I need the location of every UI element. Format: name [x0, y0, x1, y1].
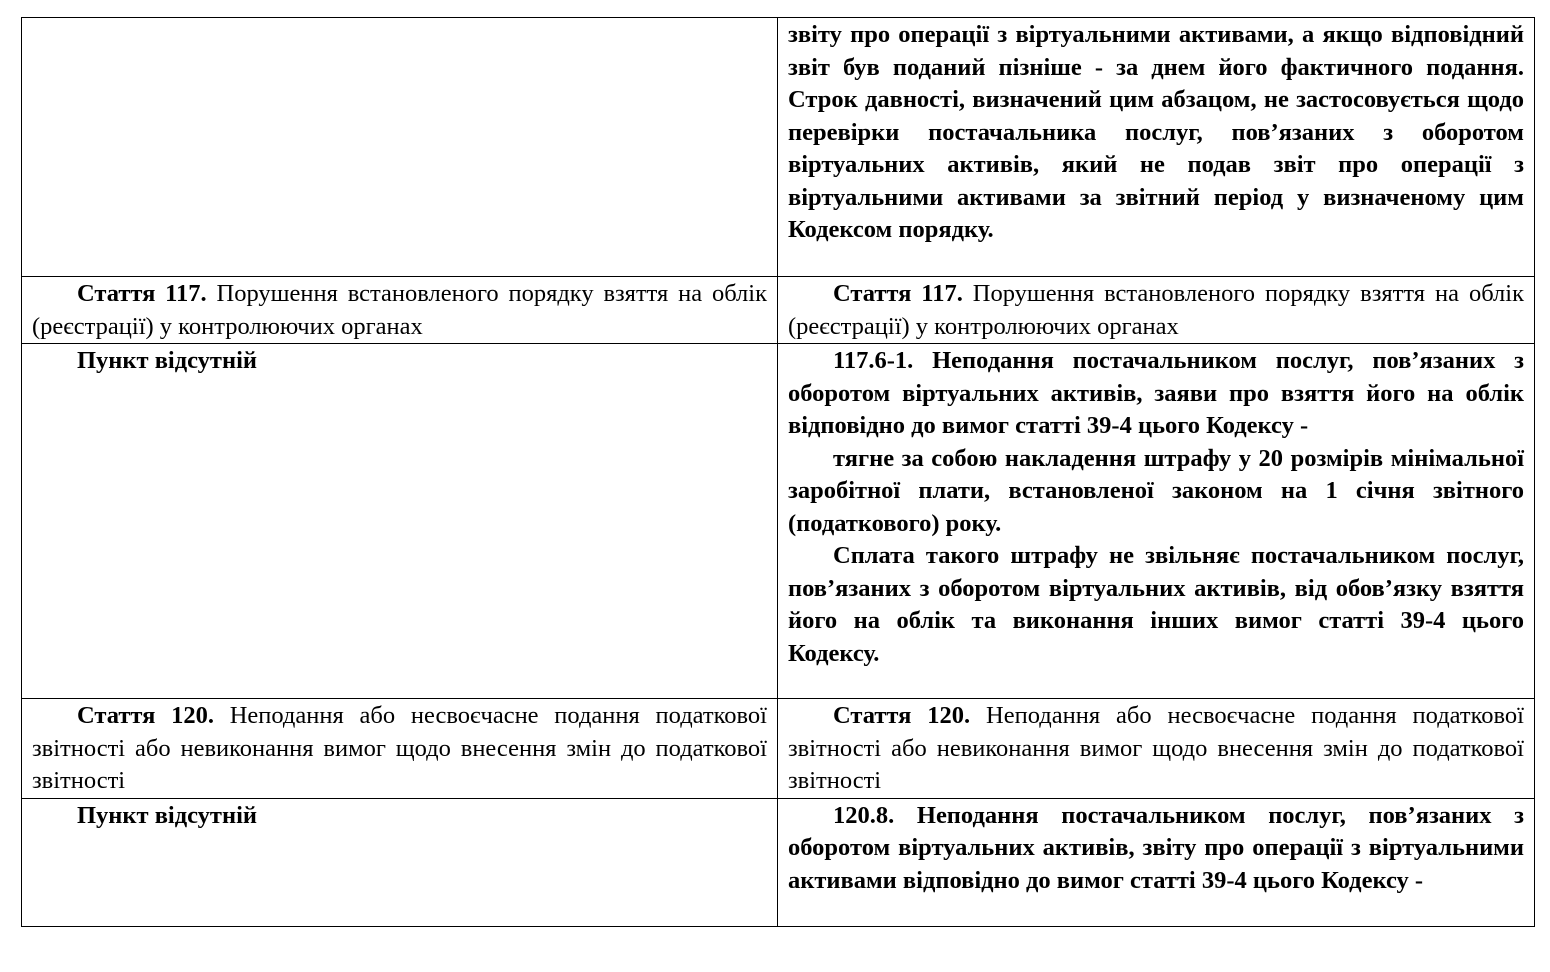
table-row	[22, 18, 1535, 277]
left-cell	[22, 344, 778, 699]
right-cell	[778, 699, 1535, 799]
article-heading	[788, 700, 1524, 798]
continuation-paragraph: звіту про операції з віртуальними активами, а якщо відповідний звіт був поданий пізніше - за днем його фактичного подання. Строк давності, визначений цим абзацом, не застосовується щодо перевірки постачальника послуг, пов’язаних з оборотом віртуальних активів, який не подав звіт про операції з віртуальними активами за звітний період у визначеному цим Кодексом порядку.	[788, 21, 1524, 243]
item-paragraph: тягне за собою накладення штрафу у 20 розмірів мінімальної заробітної плати, встановленої законом на 1 січня звітного (податкового) року.	[788, 444, 1524, 537]
article-title: Порушення встановленого порядку взяття на облік (реєстрації) у контролюючих органах	[32, 280, 767, 340]
article-number: Стаття 120.	[833, 702, 971, 729]
article-number: Стаття 117.	[833, 280, 963, 307]
table-row	[22, 798, 1535, 926]
article-number: Стаття 117.	[77, 280, 207, 307]
right-cell	[778, 344, 1535, 699]
right-cell	[778, 277, 1535, 344]
article-heading	[32, 278, 767, 343]
comparison-table	[21, 17, 1535, 927]
right-cell	[778, 798, 1535, 926]
item-paragraph: 117.6-1. Неподання постачальником послуг, пов’язаних з оборотом віртуальних активів, заяви про взяття його на облік відповідно до вимог статті 39-4 цього Кодексу -	[788, 347, 1524, 439]
article-title: Неподання або несвоєчасне подання податкової звітності або невиконання вимог щодо внесення змін до податкової звітності	[32, 702, 767, 794]
article-title: Неподання або несвоєчасне подання податкової звітності або невиконання вимог щодо внесення змін до податкової звітності	[788, 702, 1524, 794]
missing-item-text: Пункт відсутній	[77, 801, 258, 829]
missing-item-text: Пункт відсутній	[77, 347, 258, 374]
article-title: Порушення встановленого порядку взяття на облік (реєстрації) у контролюючих органах	[788, 280, 1524, 340]
table-row	[22, 277, 1535, 344]
left-cell-empty	[22, 18, 778, 277]
article-number: Стаття 120.	[77, 702, 214, 729]
left-cell	[22, 699, 778, 799]
article-heading	[788, 278, 1524, 343]
left-cell	[22, 277, 778, 344]
left-cell	[22, 798, 778, 926]
right-cell	[778, 18, 1535, 277]
item-paragraph: Сплата такого штрафу не звільняє постачальником послуг, пов’язаних з оборотом віртуальних активів, від обов’язку взяття його на облік та виконання інших вимог статті 39-4 цього Кодексу.	[788, 542, 1524, 667]
item-paragraph: 120.8. Неподання постачальником послуг, пов’язаних з оборотом віртуальних активів, звіту про операції з віртуальними активами відповідно до вимог статті 39-4 цього Кодексу -	[788, 801, 1524, 894]
article-heading	[32, 700, 767, 798]
table-row	[22, 699, 1535, 799]
table-row	[22, 344, 1535, 699]
